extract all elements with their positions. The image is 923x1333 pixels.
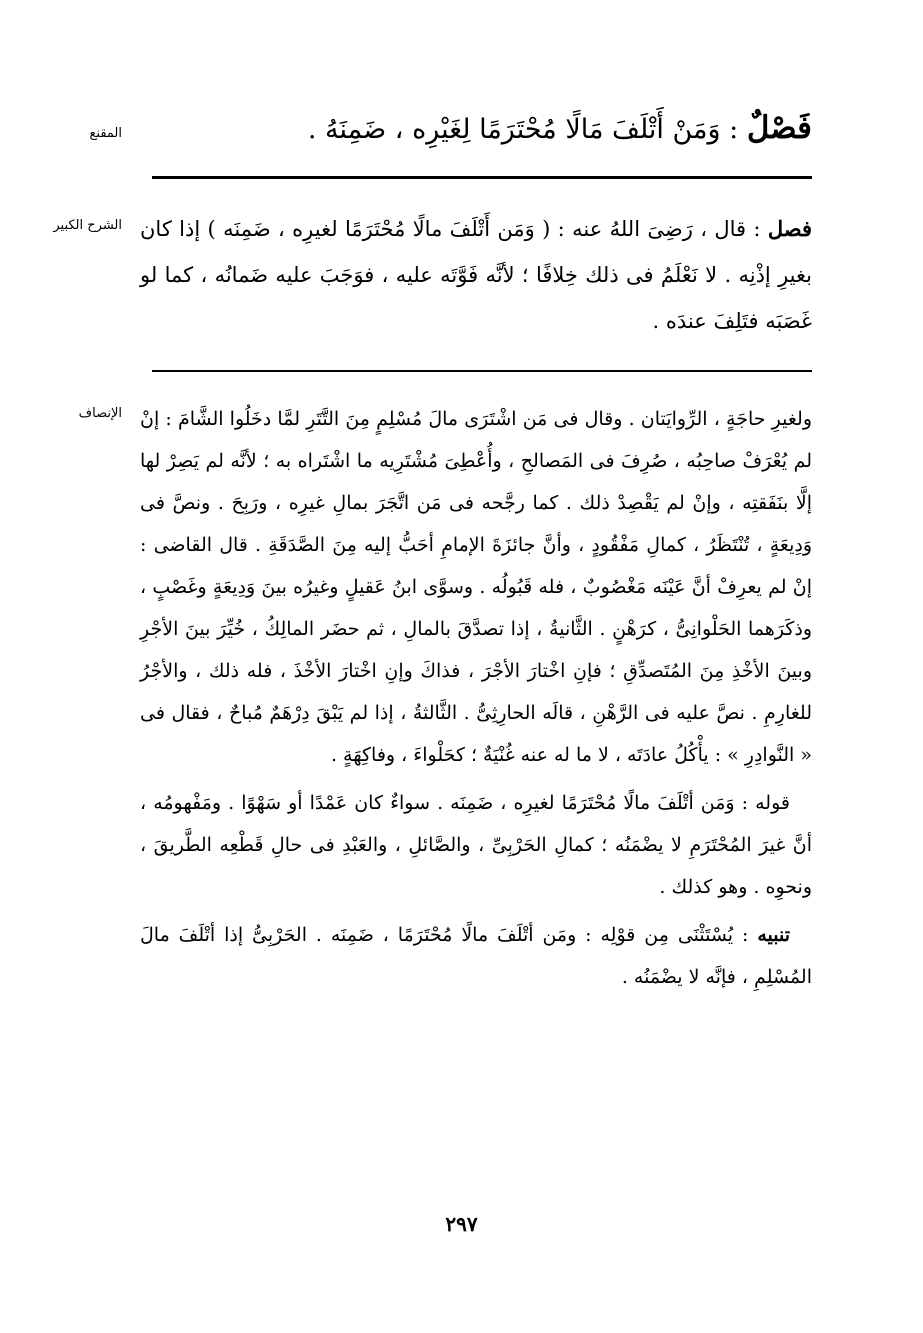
matn-text <box>140 100 812 158</box>
insaf-paragraph-2: قوله : وَمَن أتْلَفَ مالًا مُحْتَرَمًا لغيرِه ، ضَمِنَه . سواءٌ كان عَمْدًا أو سَهْوًا . ومَفْهومُه ، أنَّ غيرَ المُحْتَرَمِ لا يضْمَنُه ؛ كمالِ الحَرْبِىِّ ، والصَّائلِ ، والعَبْدِ فى حالِ قَطْعِه الطَّريقَ ، ونحوِه . وهو كذلك . <box>140 792 812 898</box>
section-divider-thick <box>152 176 812 179</box>
page-number: ٢٩٧ <box>445 1212 478 1236</box>
matn-heading: فَصْلٌ <box>746 110 812 146</box>
sharh-body: : قال ، رَضِىَ اللهُ عنه : ( وَمَن أَتْلَفَ مالًا مُحْتَرَمًا لغيرِه ، ضَمِنَه ) إذا كان بغيرِ إذْنِه . لا نَعْلَمُ فى ذلك خِلافًا ؛ لأنَّه فَوَّتَه عليه ، فوَجَبَ عليه ضَمانُه ، كما لو غَصَبَه فتَلِفَ عندَه . <box>140 217 812 333</box>
sharh-heading: فصل <box>767 216 812 241</box>
insaf-paragraph-1: ولغيرِ حاجَةٍ ، الرِّوايَتان . وقال فى مَن اشْتَرَى مالَ مُسْلِمٍ مِنَ التَّتَرِ لمَّا دخَلُوا الشَّامَ : إنْ لم يُعْرَفْ صاحِبُه ، صُرِفَ فى المَصالحِ ، وأُعْطِىَ مُشْتَرِيه ما اشْتَراه به ؛ لأنَّه لم يَصِرْ لها إلَّا بنَفَقتِه ، وإنْ لم يَقْصِدْ ذلك . كما رجَّحه فى مَن اتَّجَرَ بمالِ غيرِه ، ورَبِحَ . ونصَّ فى وَدِيعَةٍ ، تُنْتَظَرُ ، كمالِ مَفْقُودٍ ، وأنَّ جائزَةَ الإمامِ أحَبُّ إليه مِنَ الصَّدَقَةِ . قال القاضى : إنْ لم يعرِفْ أنَّ عَيْنَه مَغْصُوبٌ ، فله قَبُولُه . وسوَّى ابنُ عَقيلٍ وغيرُه بينَ وَدِيعَةٍ وغَصْبٍ ، وذكَرَهما الحَلْوانِىُّ ، كرَهْنٍ . الثَّانيةُ ، إذا تصدَّقَ بالمالِ ، ثم حضَر المالِكُ ، خُيِّرَ بينَ الأجْرِ وبينَ الأخْذِ مِنَ المُتَصدِّقِ ؛ فإنِ اخْتارَ الأجْرَ ، فذاكَ وإنِ اخْتارَ الأخْذَ ، فله ذلك ، والأجْرُ للغارِمِ . نصَّ عليه فى الرَّهْنِ ، قالَه الحارِثِىُّ . الثَّالثةُ ، إذا لم يَبْقَ دِرْهَمٌ مُباحٌ ، فقال فى « النَّوادِرِ » : يأْكُلُ عادَتَه ، لا ما له عنه غُنْيَةٌ ؛ كحَلْواءَ ، وفاكِهَةٍ . <box>140 408 812 766</box>
margin-label-insaf: الإنصاف <box>78 406 122 421</box>
insaf-text <box>140 398 812 1004</box>
tanbih-body: : يُسْتَثْنَى مِن قوْلِه : ومَن أتْلَفَ مالًا مُحْتَرَمًا ، ضَمِنَه . الحَرْبِىُّ إذا أتْلَفَ مالَ المُسْلِمِ ، فإنَّه لا يضْمَنُه . <box>140 924 812 988</box>
margin-label-muqni: المقنع <box>89 126 122 141</box>
insaf-paragraph-3 <box>140 914 812 998</box>
matn-body: : وَمَنْ أَتْلَفَ مَالًا مُحْتَرَمًا لِغَيْرِه ، ضَمِنَهُ . <box>307 114 747 145</box>
margin-label-sharh: الشرح الكبير <box>53 218 122 233</box>
section-divider-thin <box>152 370 812 372</box>
tanbih-heading: تنبيه <box>757 924 790 946</box>
sharh-text <box>140 206 812 344</box>
